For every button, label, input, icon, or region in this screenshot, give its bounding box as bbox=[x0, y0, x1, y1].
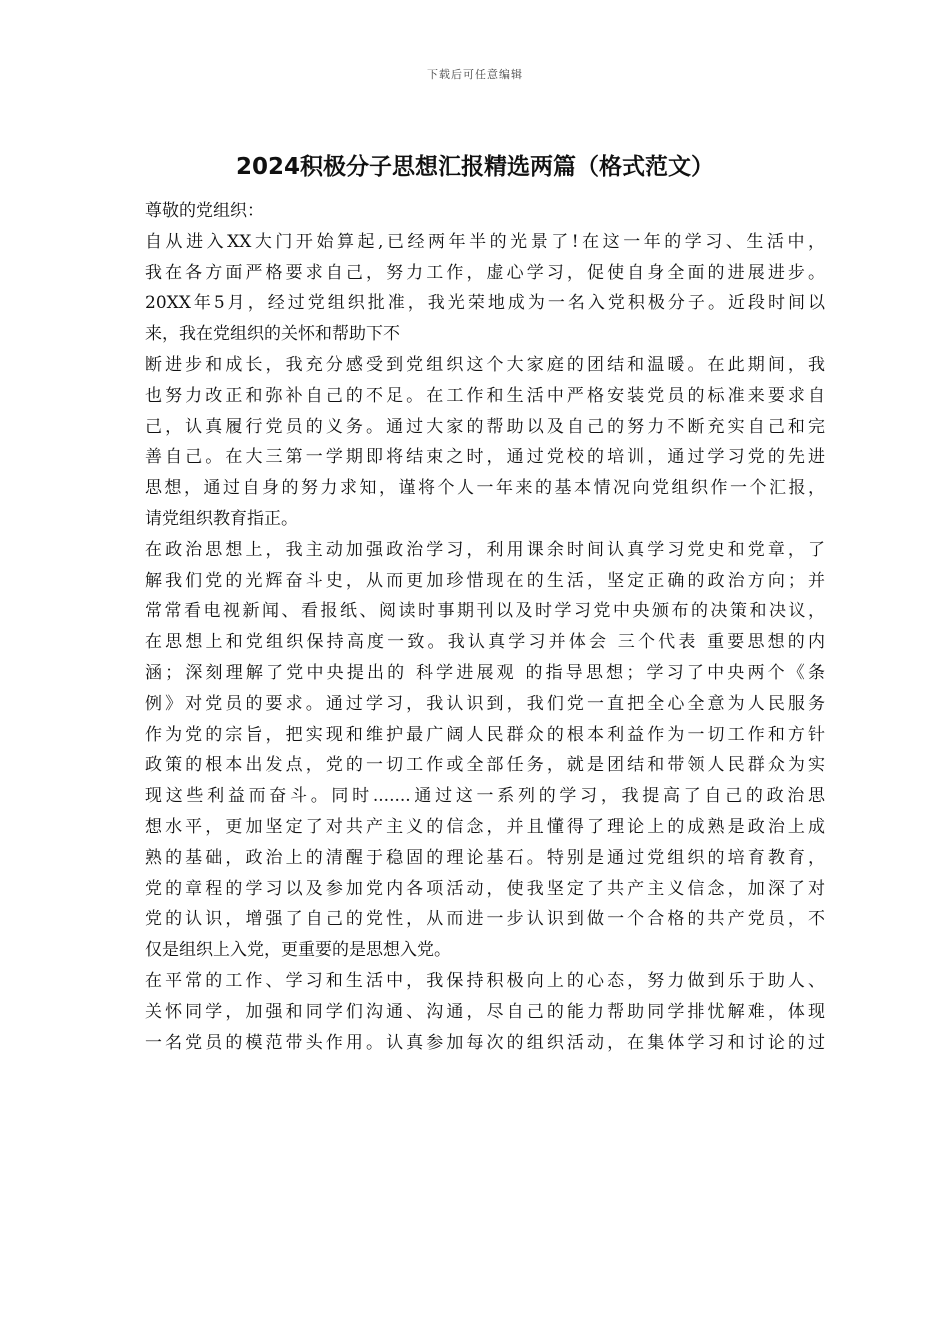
text-line: 断进步和成长，我充分感受到党组织这个大家庭的团结和温暖。在此期间，我 bbox=[145, 354, 825, 375]
text-line: 例》对党员的要求。通过学习，我认识到，我们党一直把全心全意为人民服务 bbox=[145, 693, 825, 714]
text-line: 想水平，更加坚定了对共产主义的信念，并且懂得了理论上的成熟是政治上成 bbox=[145, 816, 825, 837]
text-line: 解我们党的光辉奋斗史，从而更加珍惜现在的生活，坚定正确的政治方向；并 bbox=[145, 570, 825, 591]
text-line: 作为党的宗旨，把实现和维护最广阔人民群众的根本利益作为一切工作和方针 bbox=[145, 724, 825, 745]
text-line: 熟的基础，政治上的清醒于稳固的理论基石。特别是通过党组织的培育教育， bbox=[145, 847, 825, 868]
document-body bbox=[145, 196, 825, 1058]
text-line: 在思想上和党组织保持高度一致。我认真学习并体会 三个代表 重要思想的内 bbox=[145, 632, 825, 653]
document-title: 2024积极分子思想汇报精选两篇（格式范文） bbox=[235, 154, 714, 180]
text-line: 仅是组织上入党，更重要的是思想入党。 bbox=[145, 940, 451, 961]
text-line: 善自己。在大三第一学期即将结束之时，通过党校的培训，通过学习党的先进 bbox=[145, 447, 825, 468]
page-header-note: 下载后可任意编辑 bbox=[427, 68, 523, 81]
text-line: 党的章程的学习以及参加党内各项活动，使我坚定了共产主义信念，加深了对 bbox=[145, 878, 825, 899]
text-line: 己，认真履行党员的义务。通过大家的帮助以及自己的努力不断充实自己和完 bbox=[145, 416, 825, 437]
text-line: 在政治思想上，我主动加强政治学习，利用课余时间认真学习党史和党章，了 bbox=[145, 539, 825, 560]
text-line: 在平常的工作、学习和生活中，我保持积极向上的心态，努力做到乐于助人、 bbox=[145, 970, 825, 991]
text-line: 关怀同学，加强和同学们沟通、沟通，尽自己的能力帮助同学排忧解难，体现 bbox=[145, 1001, 825, 1022]
text-line: 自从进入XX大门开始算起,已经两年半的光景了!在这一年的学习、生活中， bbox=[145, 231, 825, 252]
text-line: 来，我在党组织的关怀和帮助下不 bbox=[145, 324, 400, 345]
text-line: 一名党员的模范带头作用。认真参加每次的组织活动，在集体学习和讨论的过 bbox=[145, 1032, 825, 1053]
text-line: 常常看电视新闻、看报纸、阅读时事期刊以及时学习党中央颁布的决策和决议， bbox=[145, 601, 825, 622]
text-line: 也努力改正和弥补自己的不足。在工作和生活中严格安装党员的标准来要求自 bbox=[145, 385, 825, 406]
text-line: 党的认识，增强了自己的党性，从而进一步认识到做一个合格的共产党员，不 bbox=[145, 909, 825, 930]
text-line: 涵；深刻理解了党中央提出的 科学进展观 的指导思想；学习了中央两个《条 bbox=[145, 662, 825, 683]
text-line: 现这些利益而奋斗。同时.......通过这一系列的学习，我提高了自己的政治思 bbox=[145, 786, 825, 807]
text-line: 20XX年5月，经过党组织批准，我光荣地成为一名入党积极分子。近段时间以 bbox=[145, 293, 825, 314]
text-line: 政策的根本出发点，党的一切工作或全部任务，就是团结和带领人民群众为实 bbox=[145, 755, 825, 776]
text-line: 请党组织教育指正。 bbox=[145, 508, 298, 529]
text-line: 我在各方面严格要求自己，努力工作，虚心学习，促使自身全面的进展进步。 bbox=[145, 262, 825, 283]
text-line: 思想，通过自身的努力求知，谨将个人一年来的基本情况向党组织作一个汇报， bbox=[145, 478, 825, 499]
salutation-line: 尊敬的党组织： bbox=[145, 201, 264, 221]
